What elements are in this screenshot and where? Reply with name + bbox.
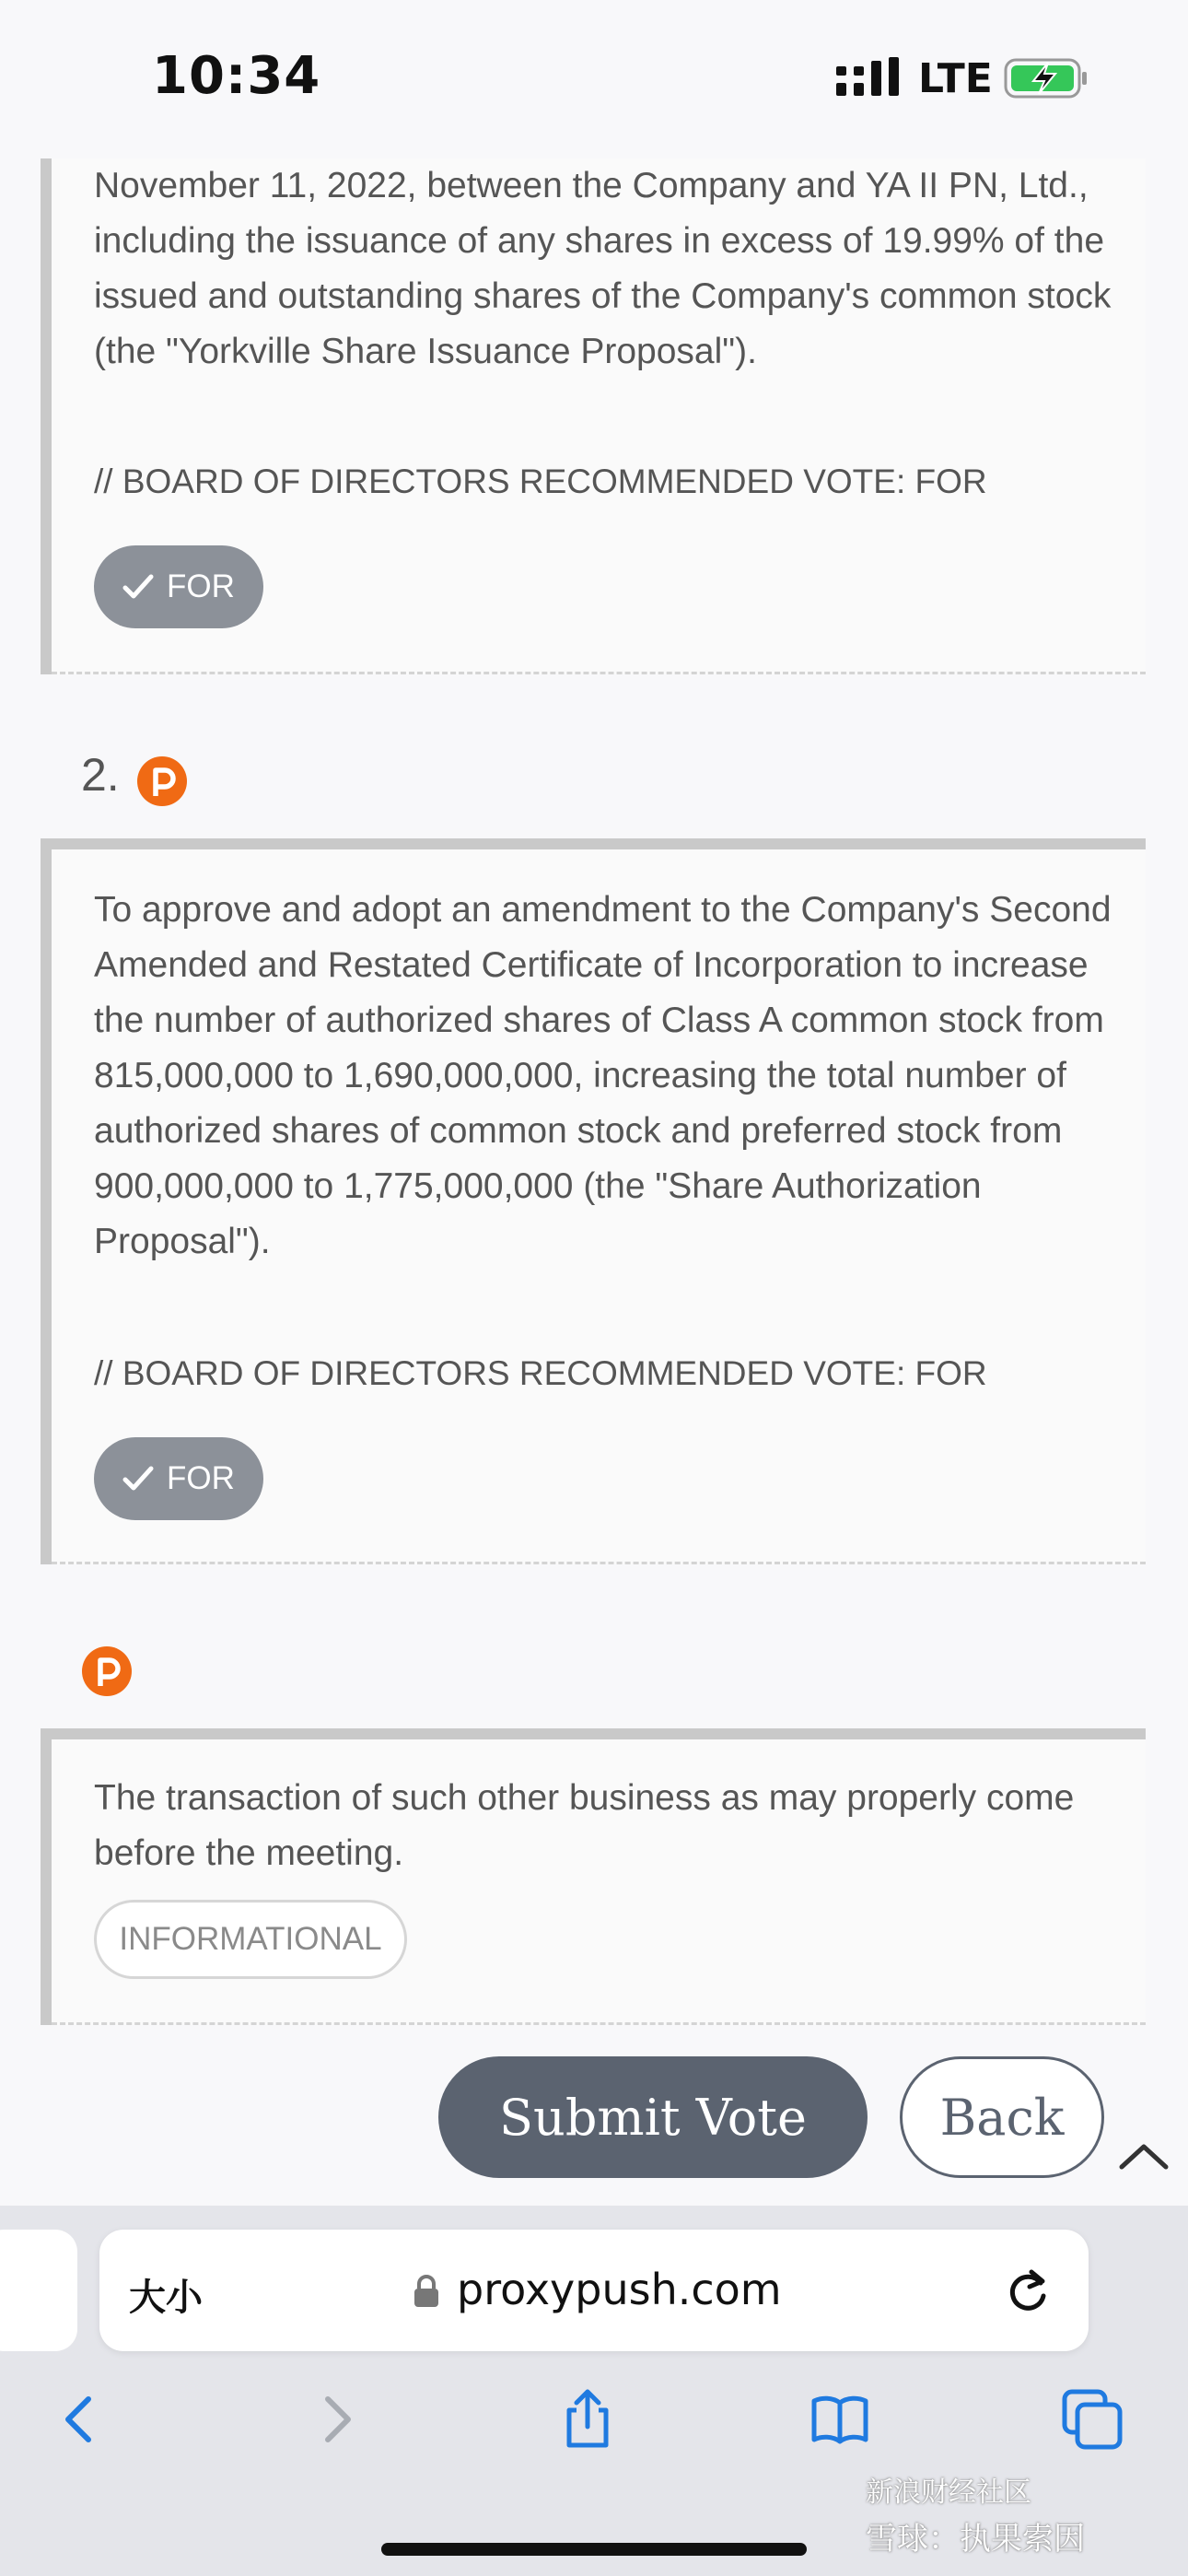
- proposal-text: The transaction of such other business as may properly come before the meeting.: [94, 1778, 1075, 1873]
- url-text[interactable]: proxypush.com: [457, 2265, 782, 2314]
- tabs-icon[interactable]: [1059, 2386, 1125, 2453]
- status-time: 10:34: [152, 46, 321, 106]
- watermark-line-1: 新浪财经社区: [866, 2476, 1031, 2509]
- proposal-card-1: [41, 158, 1146, 674]
- proxy-p-icon: [81, 1645, 133, 1697]
- board-recommendation: // BOARD OF DIRECTORS RECOMMENDED VOTE: FOR: [94, 1354, 987, 1392]
- network-type: LTE: [918, 55, 993, 102]
- vote-label: FOR: [167, 1460, 235, 1496]
- back-arrow-icon[interactable]: [46, 2386, 112, 2453]
- submit-vote-button[interactable]: Submit Vote: [438, 2056, 868, 2178]
- battery-charging-icon: [1004, 57, 1089, 100]
- proposal-text: November 11, 2022, between the Company and YA II PN, Ltd., including the issuance of any shares in excess of 19.99% of the issued and outstanding shares of the Company's common stock (the "Yorkville Share Issuance Proposal").: [94, 166, 1112, 371]
- vote-for-button[interactable]: [94, 545, 263, 628]
- forward-arrow-icon[interactable]: [304, 2386, 370, 2453]
- bookmarks-icon[interactable]: [807, 2386, 873, 2453]
- reload-icon[interactable]: [1004, 2265, 1052, 2316]
- previous-tab-preview[interactable]: [0, 2230, 77, 2351]
- vote-for-button[interactable]: [94, 1437, 263, 1520]
- proposal-number: 2.: [81, 749, 120, 801]
- scroll-to-top-icon[interactable]: [1116, 2137, 1171, 2174]
- board-recommendation: // BOARD OF DIRECTORS RECOMMENDED VOTE: FOR: [94, 463, 987, 500]
- share-icon[interactable]: [554, 2386, 621, 2453]
- proposal-card-3: [41, 1728, 1146, 2025]
- lock-icon: [413, 2274, 440, 2309]
- cellular-signal-icon: [836, 57, 901, 98]
- text-size-button[interactable]: 大小: [129, 2277, 203, 2319]
- checkmark-icon: [122, 573, 154, 601]
- vote-label: FOR: [167, 568, 235, 604]
- informational-badge: INFORMATIONAL: [94, 1900, 407, 1979]
- home-indicator[interactable]: [381, 2543, 807, 2556]
- proposal-text: To approve and adopt an amendment to the Company's Second Amended and Restated Certificate of Incorporation to increase the number of authorized shares of Class A common stock from 815,000,000 to 1,690,000,000, increasing the total number of authorized shares of common stock and preferred stock from 900,000,000 to 1,775,000,000 (the "Share Authorization Proposal").: [94, 890, 1112, 1261]
- proxy-p-icon: [136, 755, 188, 807]
- watermark-line-2: 雪球：执果索因: [866, 2521, 1085, 2558]
- proposal-card-2: [41, 838, 1146, 1564]
- back-button[interactable]: Back: [900, 2056, 1104, 2178]
- checkmark-icon: [122, 1465, 154, 1493]
